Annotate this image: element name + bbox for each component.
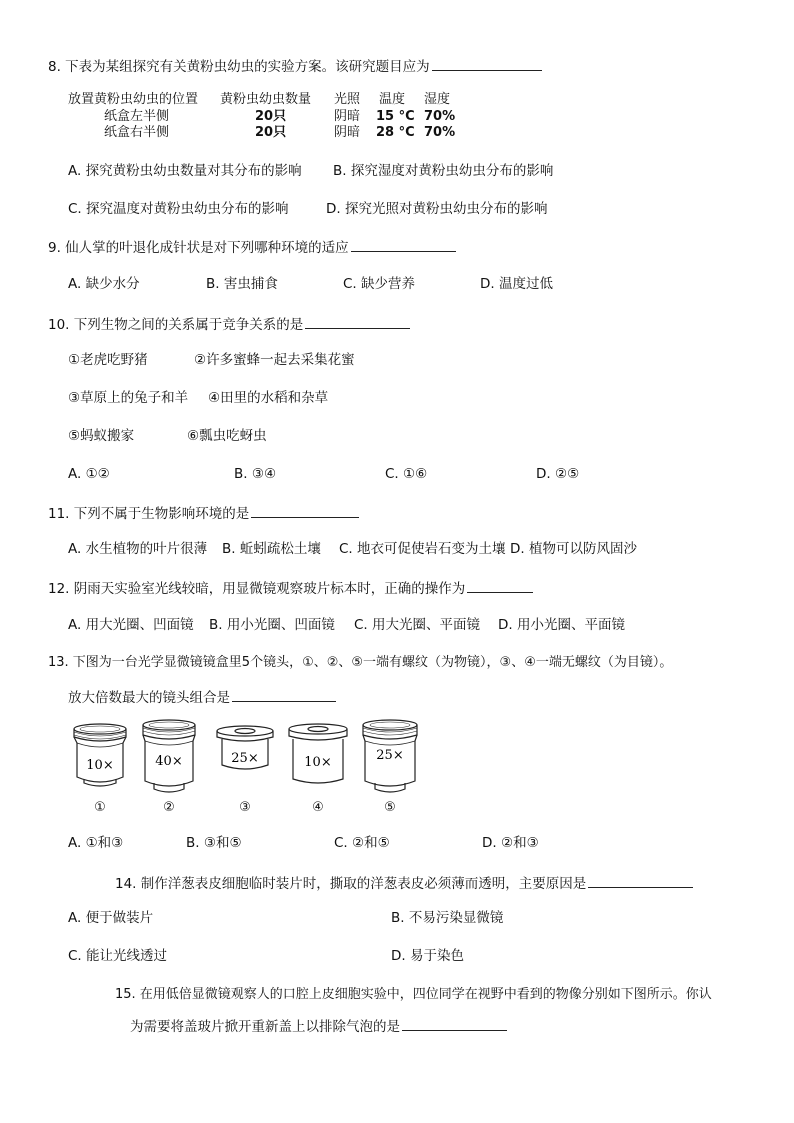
q12-option-a[interactable]: A. 用大光圈、凹面镜	[68, 617, 194, 633]
q10-item-1: ①老虎吃野猪	[68, 352, 148, 368]
q10-item-2: ②许多蜜蜂一起去采集花蜜	[194, 352, 355, 368]
q8-table-row2-temp: 28 °C	[376, 125, 415, 140]
q14-option-c[interactable]: C. 能让光线透过	[68, 948, 168, 964]
q15-answer-blank[interactable]	[402, 1016, 507, 1031]
q8-option-d[interactable]: D. 探究光照对黄粉虫幼虫分布的影响	[326, 201, 548, 217]
q11-stem: 11. 下列不属于生物影响环境的是	[48, 503, 359, 523]
q8-option-b[interactable]: B. 探究湿度对黄粉虫幼虫分布的影响	[333, 163, 554, 179]
q14-stem: 14. 制作洋葱表皮细胞临时装片时，撕取的洋葱表皮必须薄而透明，主要原因是	[115, 873, 693, 893]
q8-table-header-count: 黄粉虫幼虫数量	[220, 92, 312, 107]
lens-1-number: ①	[94, 800, 106, 815]
q14-answer-blank[interactable]	[588, 873, 693, 888]
lens-1-objective	[74, 724, 126, 786]
q12-option-d[interactable]: D. 用小光圈、平面镜	[498, 617, 625, 633]
q14-option-a[interactable]: A. 便于做装片	[68, 910, 154, 926]
q13-stem-line2: 放大倍数最大的镜头组合是	[68, 687, 336, 707]
lens-4-eyepiece	[289, 724, 347, 783]
q11-option-b[interactable]: B. 蚯蚓疏松土壤	[222, 541, 321, 557]
q11-answer-blank[interactable]	[251, 503, 359, 518]
lens-2-number: ②	[163, 800, 175, 815]
q14-option-d[interactable]: D. 易于染色	[391, 948, 464, 964]
q10-answer-blank[interactable]	[305, 314, 410, 329]
q10-item-6: ⑥瓢虫吃蚜虫	[187, 428, 267, 444]
q8-table-row1-count: 20只	[255, 109, 287, 124]
q10-option-c[interactable]: C. ①⑥	[385, 466, 428, 482]
q10-option-d[interactable]: D. ②⑤	[536, 466, 580, 482]
q8-answer-blank[interactable]	[432, 56, 542, 71]
lens-3-mag: 25×	[231, 751, 259, 766]
q9-stem: 9. 仙人掌的叶退化成针状是对下列哪种环境的适应	[48, 237, 456, 257]
q9-answer-blank[interactable]	[351, 237, 456, 252]
q13-option-d[interactable]: D. ②和③	[482, 835, 539, 851]
lens-1-mag: 10×	[86, 758, 114, 773]
q8-table-row2-light: 阴暗	[334, 125, 361, 140]
q8-stem: 8. 下表为某组探究有关黄粉虫幼虫的实验方案。该研究题目应为	[48, 56, 542, 76]
q9-option-d[interactable]: D. 温度过低	[480, 276, 553, 292]
q15-stem-line2: 为需要将盖玻片掀开重新盖上以排除气泡的是	[130, 1016, 507, 1036]
q11-option-c[interactable]: C. 地衣可促使岩石变为土壤	[339, 541, 506, 557]
q11-option-d[interactable]: D. 植物可以防风固沙	[510, 541, 637, 557]
q8-table-row2-position: 纸盒右半侧	[104, 125, 170, 140]
q12-stem: 12. 阴雨天实验室光线较暗，用显微镜观察玻片标本时，正确的操作为	[48, 578, 533, 598]
q13-option-a[interactable]: A. ①和③	[68, 835, 124, 851]
lens-4-mag: 10×	[304, 755, 332, 770]
q8-table-row2-count: 20只	[255, 125, 287, 140]
q9-option-c[interactable]: C. 缺少营养	[343, 276, 416, 292]
q13-option-b[interactable]: B. ③和⑤	[186, 835, 242, 851]
q8-option-c[interactable]: C. 探究温度对黄粉虫幼虫分布的影响	[68, 201, 289, 217]
q13-answer-blank[interactable]	[232, 687, 336, 702]
q8-table-header-humidity: 湿度	[424, 92, 451, 107]
q8-option-a[interactable]: A. 探究黄粉虫幼虫数量对其分布的影响	[68, 163, 302, 179]
q8-table-row2-humidity: 70%	[424, 125, 456, 140]
q11-option-a[interactable]: A. 水生植物的叶片很薄	[68, 541, 208, 557]
lens-3-number: ③	[239, 800, 251, 815]
q13-stem-line1: 13. 下图为一台光学显微镜镜盒里5个镜头，①、②、⑤一端有螺纹（为物镜），③、④一端无螺纹（为目镜）。	[48, 655, 673, 670]
q10-item-4: ④田里的水稻和杂草	[208, 390, 329, 406]
q8-table-row1-position: 纸盒左半侧	[104, 109, 170, 124]
lens-2-mag: 40×	[155, 754, 183, 769]
q12-option-c[interactable]: C. 用大光圈、平面镜	[354, 617, 481, 633]
lens-5-mag: 25×	[376, 748, 404, 763]
q14-option-b[interactable]: B. 不易污染显微镜	[391, 910, 504, 926]
lens-4-number: ④	[312, 800, 324, 815]
q8-table-header-position: 放置黄粉虫幼虫的位置	[68, 92, 199, 107]
q8-table-row1-humidity: 70%	[424, 109, 456, 124]
q9-option-b[interactable]: B. 害虫捕食	[206, 276, 278, 292]
q10-item-5: ⑤蚂蚁搬家	[68, 428, 135, 444]
q10-stem: 10. 下列生物之间的关系属于竞争关系的是	[48, 314, 410, 334]
q12-answer-blank[interactable]	[467, 578, 533, 593]
q10-option-a[interactable]: A. ①②	[68, 466, 110, 482]
q13-option-c[interactable]: C. ②和⑤	[334, 835, 390, 851]
q8-table-row1-light: 阴暗	[334, 109, 361, 124]
q15-stem-line1: 15. 在用低倍显微镜观察人的口腔上皮细胞实验中，四位同学在视野中看到的物像分别如下图所示。你认	[115, 987, 712, 1002]
q8-table-header-temp: 温度	[379, 92, 406, 107]
q10-option-b[interactable]: B. ③④	[234, 466, 277, 482]
lens-5-number: ⑤	[384, 800, 396, 815]
q8-table-row1-temp: 15 °C	[376, 109, 415, 124]
q10-item-3: ③草原上的兔子和羊	[68, 390, 189, 406]
q8-table-header-light: 光照	[334, 92, 361, 107]
q8-table	[68, 92, 488, 144]
q9-option-a[interactable]: A. 缺少水分	[68, 276, 140, 292]
q12-option-b[interactable]: B. 用小光圈、凹面镜	[209, 617, 335, 633]
